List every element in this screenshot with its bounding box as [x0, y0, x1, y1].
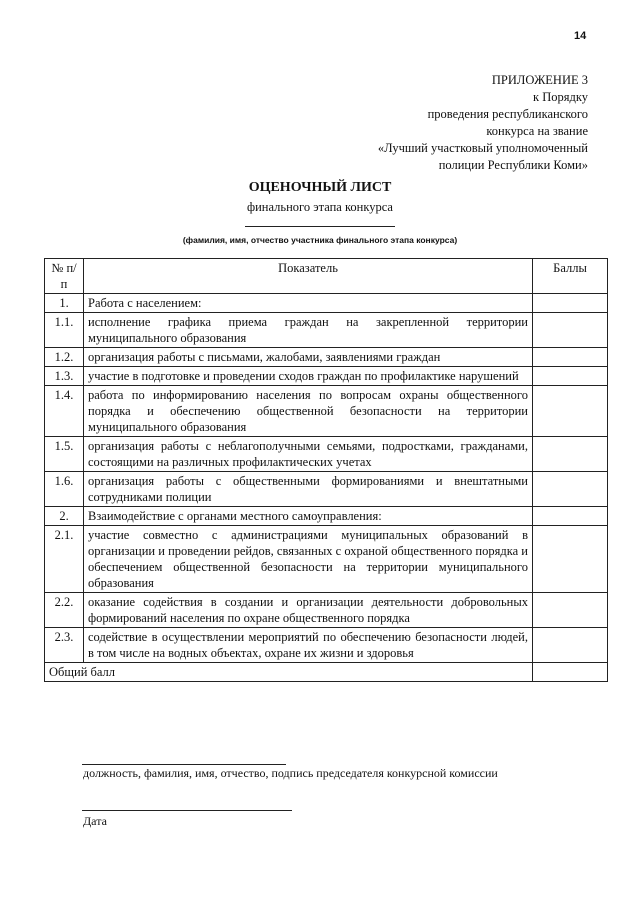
- row-number: 1.: [45, 294, 84, 313]
- row-indicator: Взаимодействие с органами местного самоуправления:: [84, 507, 533, 526]
- row-points[interactable]: [533, 313, 608, 348]
- signature-line: [82, 764, 286, 765]
- total-label: Общий балл: [45, 663, 533, 682]
- appendix-line: ПРИЛОЖЕНИЕ 3: [491, 73, 588, 87]
- appendix-line: проведения республиканского: [427, 107, 588, 121]
- row-points[interactable]: [533, 386, 608, 437]
- appendix-line: полиции Республики Коми»: [438, 158, 588, 172]
- row-points[interactable]: [533, 628, 608, 663]
- row-indicator: работа по информированию населения по вопросам охраны общественного порядка и обеспечению общественной безопасности на территории муниципального образования: [84, 386, 533, 437]
- header-indicator: Показатель: [84, 259, 533, 294]
- table-row: [45, 294, 608, 313]
- participant-name-caption: (фамилия, имя, отчество участника финального этапа конкурса): [182, 235, 458, 245]
- table-row: [45, 507, 608, 526]
- total-points[interactable]: [533, 663, 608, 682]
- row-indicator: оказание содействия в создании и организации деятельности добровольных формирований населения по охране общественного порядка: [84, 593, 533, 628]
- evaluation-table: [44, 258, 608, 682]
- row-number: 2.2.: [45, 593, 84, 628]
- row-indicator: участие совместно с администрациями муниципальных образований в организации и проведении рейдов, связанных с охраной общественного порядка и обеспечением общественной безопасности на территории муниципального образования: [84, 526, 533, 593]
- row-indicator: организация работы с общественными формированиями и внештатными сотрудниками полиции: [84, 472, 533, 507]
- document-title: ОЦЕНОЧНЫЙ ЛИСТ: [248, 180, 392, 195]
- table-row: [45, 367, 608, 386]
- participant-name-line: [245, 226, 395, 227]
- row-number: 1.6.: [45, 472, 84, 507]
- row-number: 2.: [45, 507, 84, 526]
- row-indicator: содействие в осуществлении мероприятий по обеспечению безопасности людей, в том числе на водных объектах, охране их жизни и здоровья: [84, 628, 533, 663]
- row-number: 1.5.: [45, 437, 84, 472]
- table-row: [45, 313, 608, 348]
- table-row: [45, 348, 608, 367]
- row-number: 2.3.: [45, 628, 84, 663]
- table-row: [45, 437, 608, 472]
- row-number: 1.1.: [45, 313, 84, 348]
- table-row: [45, 593, 608, 628]
- row-indicator: исполнение графика приема граждан на закрепленной территории муниципального образования: [84, 313, 533, 348]
- appendix-line: конкурса на звание: [486, 124, 588, 138]
- row-points[interactable]: [533, 348, 608, 367]
- row-number: 2.1.: [45, 526, 84, 593]
- appendix-line: к Порядку: [533, 90, 588, 104]
- table-row: [45, 526, 608, 593]
- date-caption: Дата: [83, 814, 107, 828]
- row-points[interactable]: [533, 472, 608, 507]
- row-number: 1.4.: [45, 386, 84, 437]
- table-header-row: [45, 259, 608, 294]
- table-row: [45, 628, 608, 663]
- signature-caption: должность, фамилия, имя, отчество, подпись председателя конкурсной комиссии: [83, 766, 498, 780]
- row-number: 1.3.: [45, 367, 84, 386]
- appendix-header: [378, 72, 588, 174]
- page-number: 14: [574, 30, 587, 42]
- total-row: [45, 663, 608, 682]
- row-indicator: участие в подготовке и проведении сходов граждан по профилактике нарушений: [84, 367, 533, 386]
- row-points[interactable]: [533, 367, 608, 386]
- table-row: [45, 472, 608, 507]
- document-subtitle: финального этапа конкурса: [247, 200, 393, 214]
- row-points[interactable]: [533, 526, 608, 593]
- appendix-line: «Лучший участковый уполномоченный: [377, 141, 588, 155]
- row-points[interactable]: [533, 294, 608, 313]
- row-points[interactable]: [533, 593, 608, 628]
- date-line: [82, 810, 292, 811]
- row-indicator: организация работы с неблагополучными семьями, подростками, гражданами, состоящими на различных профилактических учетах: [84, 437, 533, 472]
- header-points: Баллы: [533, 259, 608, 294]
- header-number: № п/п: [45, 259, 84, 294]
- row-indicator: Работа с населением:: [84, 294, 533, 313]
- row-indicator: организация работы с письмами, жалобами, заявлениями граждан: [84, 348, 533, 367]
- row-number: 1.2.: [45, 348, 84, 367]
- row-points[interactable]: [533, 507, 608, 526]
- row-points[interactable]: [533, 437, 608, 472]
- table-row: [45, 386, 608, 437]
